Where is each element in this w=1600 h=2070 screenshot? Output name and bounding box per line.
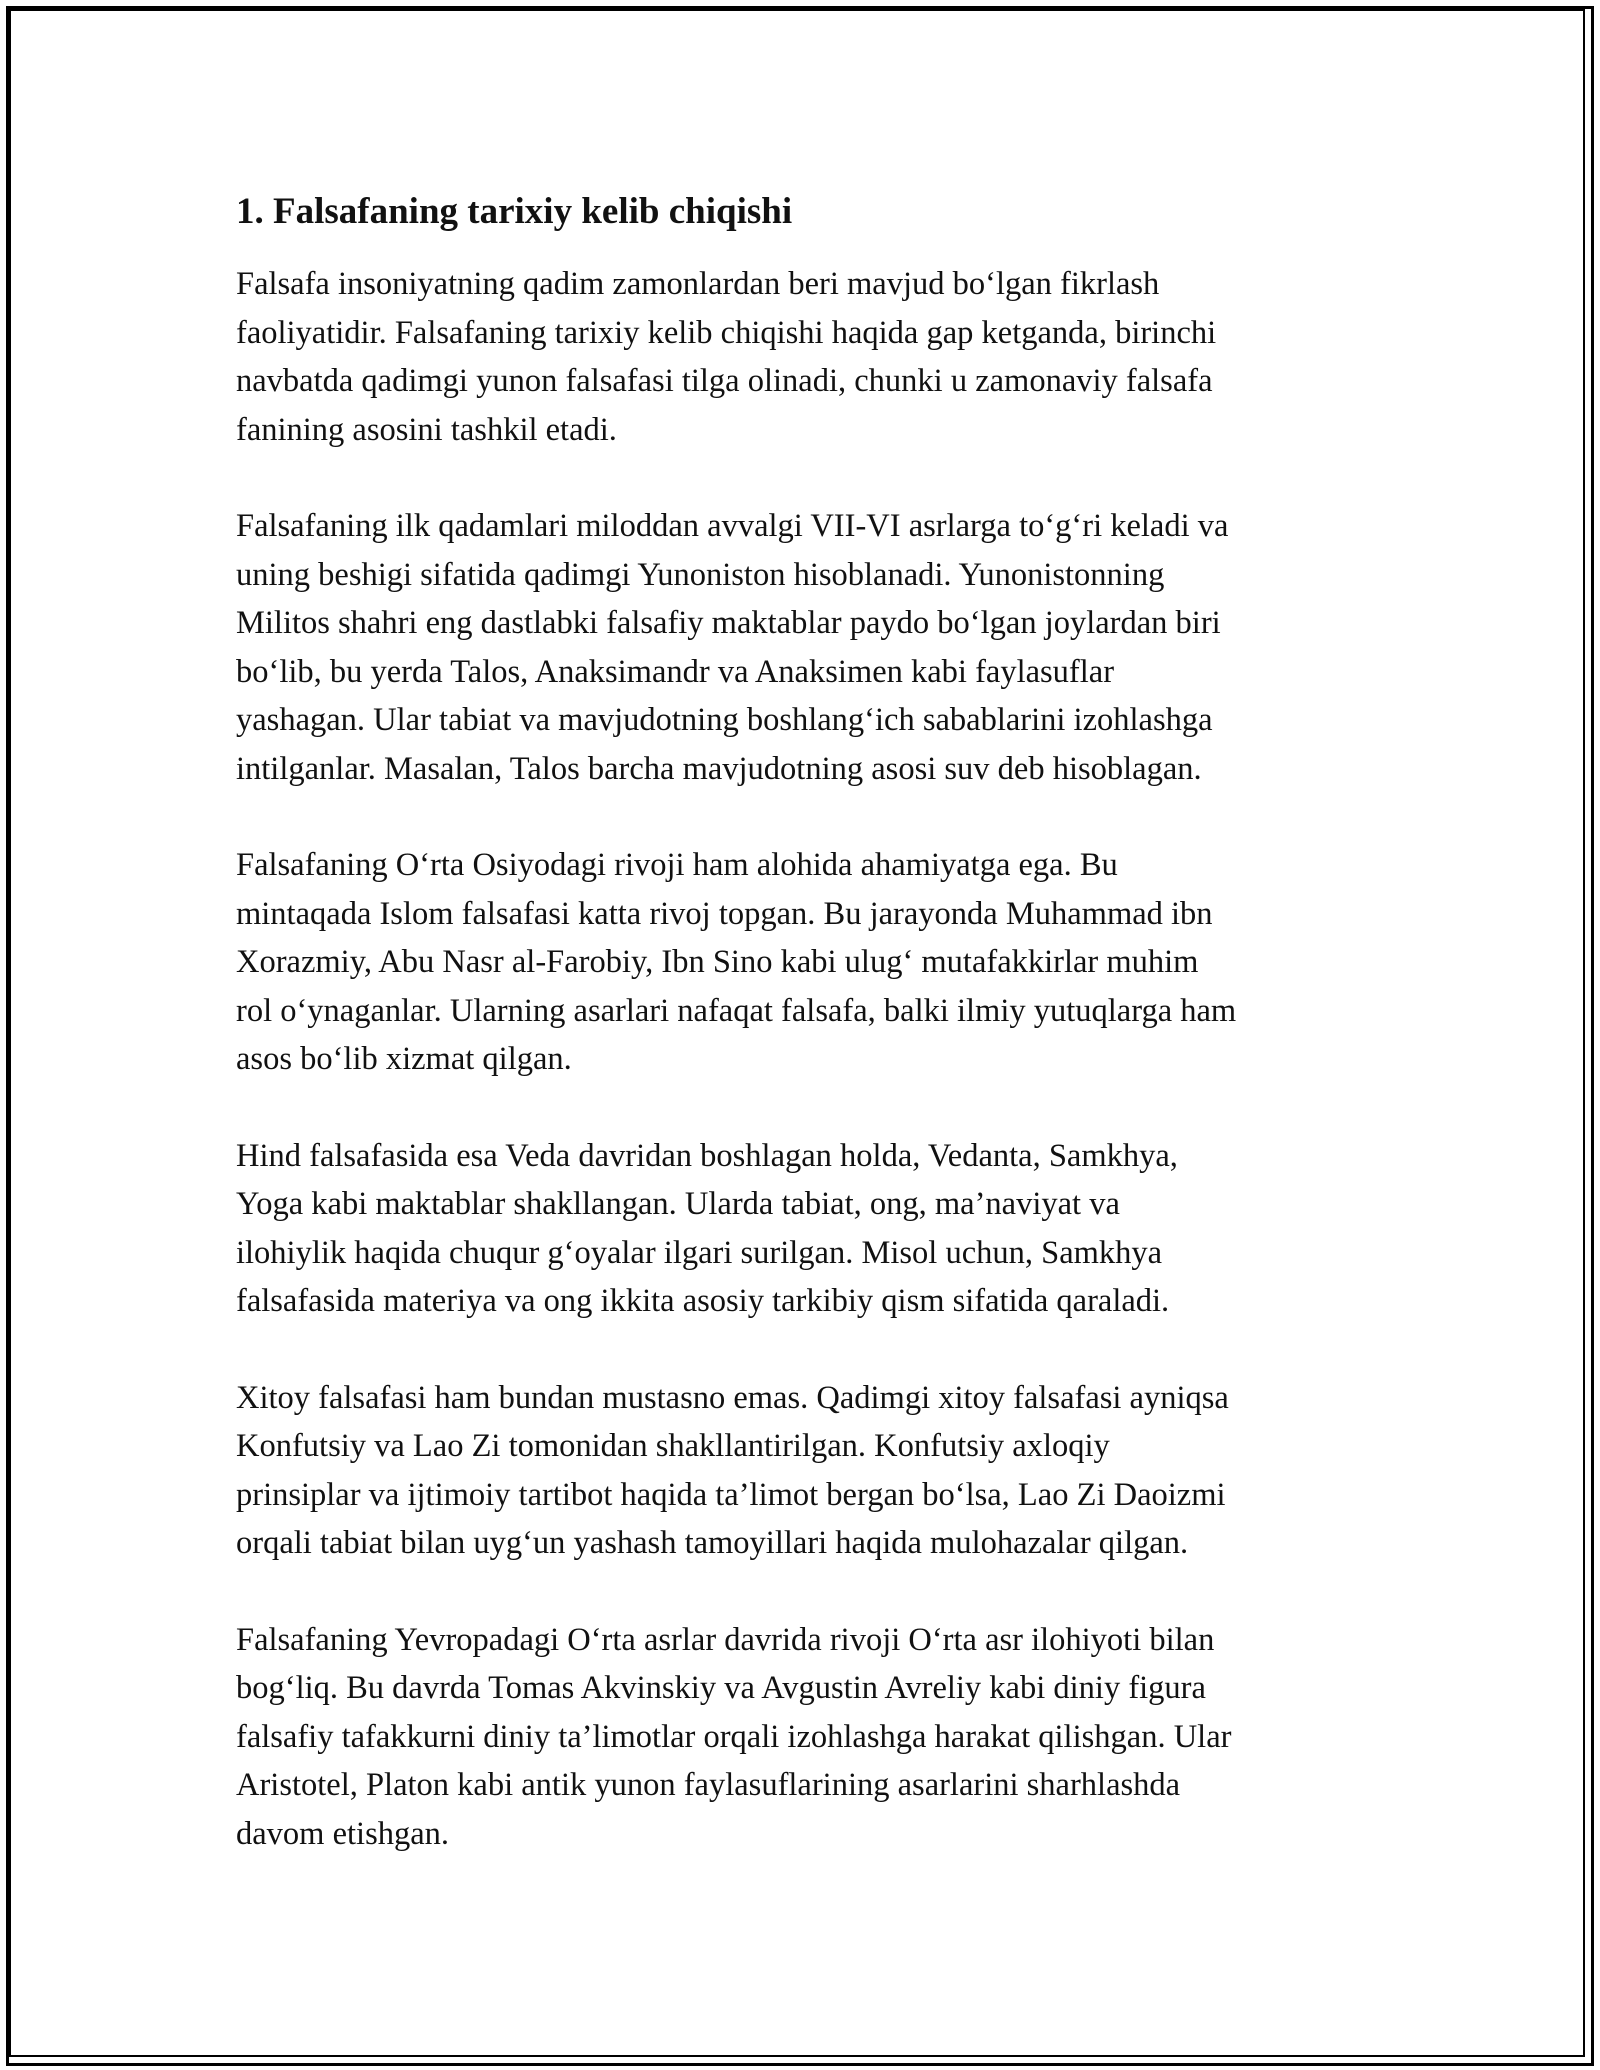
text-line: Falsafa insoniyatning qadim zamonlardan beri mavjud bo‘lgan fikrlash (236, 266, 1160, 302)
text-line: falsafasida materiya va ong ikkita asosiy tarkibiy qism sifatida qaraladi. (236, 1283, 1170, 1319)
text-line: fanining asosini tashkil etadi. (236, 411, 617, 448)
text-line: davom etishgan. (236, 1815, 450, 1852)
paragraph-central-asia (236, 841, 1396, 1084)
text-line: falsafiy tafakkurni diniy ta’limotlar orqali izohlashga harakat qilishgan. Ular (236, 1718, 1232, 1755)
text-line: Falsafaning ilk qadamlari miloddan avvalgi VII-VI asrlarga to‘g‘ri keladi va (236, 508, 1229, 544)
text-line: navbatda qadimgi yunon falsafasi tilga olinadi, chunki u zamonaviy falsafa (236, 363, 1213, 399)
text-line: yashagan. Ular tabiat va mavjudotning boshlang‘ich sabablarini izohlashga (236, 702, 1213, 738)
text-line: Xitoy falsafasi ham bundan mustasno emas. Qadimgi xitoy falsafasi ayniqsa (236, 1379, 1229, 1416)
text-line: Militos shahri eng dastlabki falsafiy maktablar paydo bo‘lgan joylardan biri (236, 605, 1221, 641)
text-line: bo‘lib, bu yerda Talos, Anaksimandr va Anaksimen kabi faylasuflar (236, 653, 1115, 690)
text-line: mintaqada Islom falsafasi katta rivoj topgan. Bu jarayonda Muhammad ibn (236, 895, 1213, 932)
text-line: ilohiylik haqida chuqur g‘oyalar ilgari surilgan. Misol uchun, Samkhya (236, 1234, 1163, 1271)
paragraph-chinese (236, 1374, 1396, 1568)
text-line: uning beshigi sifatida qadimgi Yunoniston hisoblanadi. Yunonistonning (236, 556, 1165, 593)
text-line: prinsiplar va ijtimoiy tartibot haqida ta’limot bergan bo‘lsa, Lao Zi Daoizmi (236, 1476, 1226, 1513)
paragraph-greek-origins (236, 260, 1396, 454)
text-line: Falsafaning Yevropadagi O‘rta asrlar davrida rivoji O‘rta asr ilohiyoti bilan (236, 1621, 1215, 1658)
text-line: Falsafaning O‘rta Osiyodagi rivoji ham alohida ahamiyatga ega. Bu (236, 847, 1118, 883)
text-line: Hind falsafasida esa Veda davridan boshlagan holda, Vedanta, Samkhya, (236, 1137, 1178, 1174)
text-line: Konfutsiy va Lao Zi tomonidan shakllantirilgan. Konfutsiy axloqiy (236, 1428, 1110, 1464)
document-body (236, 184, 1396, 1906)
text-line: Aristotel, Platon kabi antik yunon faylasuflarining asarlarini sharhlashda (236, 1767, 1181, 1803)
text-line: faoliyatidir. Falsafaning tarixiy kelib chiqishi haqida gap ketganda, birinchi (236, 314, 1217, 351)
paragraph-indian (236, 1132, 1396, 1326)
paragraph-miletus (236, 502, 1396, 793)
text-line: Yoga kabi maktablar shakllangan. Ularda tabiat, ong, ma’naviyat va (236, 1186, 1120, 1222)
text-line: rol o‘ynaganlar. Ularning asarlari nafaqat falsafa, balki ilmiy yutuqlarga ham (236, 992, 1237, 1029)
text-line: intilganlar. Masalan, Talos barcha mavjudotning asosi suv deb hisoblagan. (236, 750, 1202, 787)
text-line: Xorazmiy, Abu Nasr al-Farobiy, Ibn Sino kabi ulug‘ mutafakkirlar muhim (236, 944, 1199, 980)
text-line: asos bo‘lib xizmat qilgan. (236, 1041, 572, 1077)
paragraph-european (236, 1616, 1396, 1859)
text-line: orqali tabiat bilan uyg‘un yashash tamoyillari haqida mulohazalar qilgan. (236, 1525, 1189, 1561)
section-heading: 1. Falsafaning tarixiy kelib chiqishi (236, 191, 793, 232)
text-line: bog‘liq. Bu davrda Tomas Akvinskiy va Avgustin Avreliy kabi diniy figura (236, 1670, 1206, 1706)
